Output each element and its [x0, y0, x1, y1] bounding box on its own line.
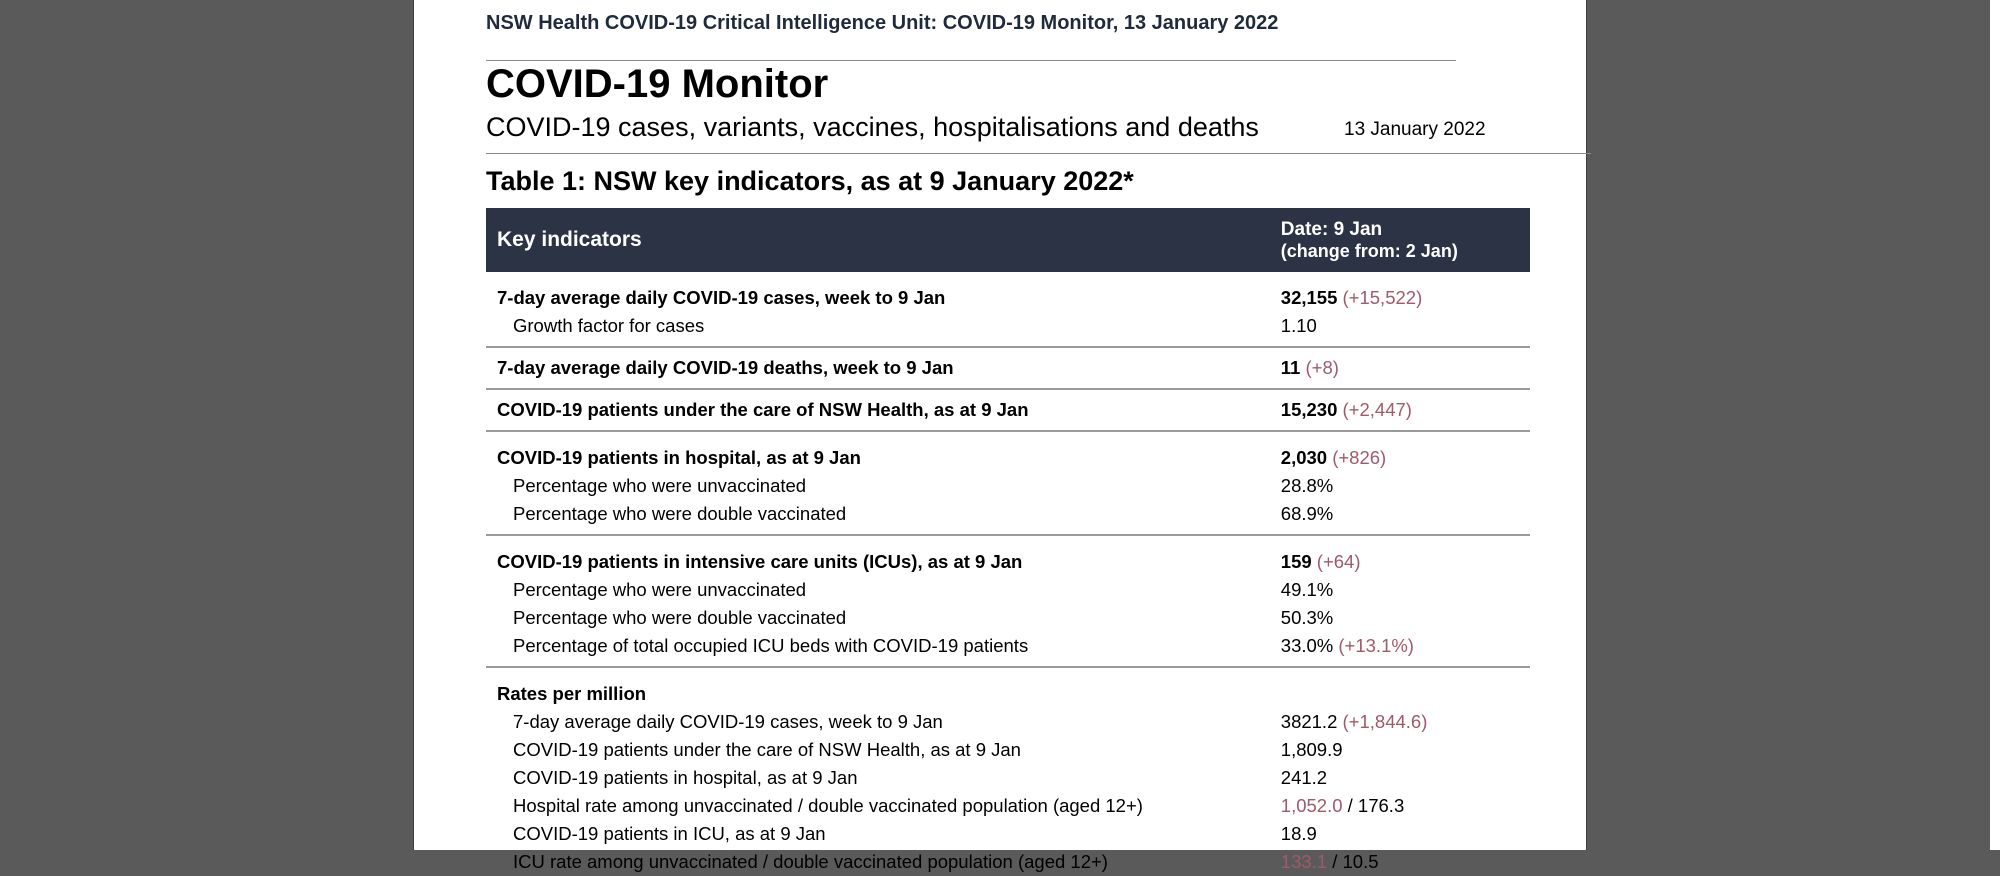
value-change: (+8) — [1305, 357, 1339, 378]
table-row — [486, 500, 1530, 535]
row-label: Percentage who were double vaccinated — [486, 500, 1270, 535]
value-change: (+2,447) — [1342, 399, 1412, 420]
value-double-vaccinated: / 176.3 — [1342, 795, 1405, 816]
row-label: Growth factor for cases — [486, 312, 1270, 347]
table-row — [486, 764, 1530, 792]
table-row — [486, 431, 1530, 472]
value-number: 2,030 — [1280, 447, 1328, 468]
row-label: 7-day average daily COVID-19 cases, week to 9 Jan — [513, 711, 943, 732]
value-number: 33.0% — [1280, 635, 1334, 656]
row-label: COVID-19 patients in hospital, as at 9 Jan — [497, 447, 861, 468]
table-row — [486, 792, 1530, 820]
row-value — [1270, 347, 1530, 389]
row-label: 7-day average daily COVID-19 deaths, week to 9 Jan — [486, 347, 1270, 389]
table-row — [486, 272, 1530, 312]
row-label: COVID-19 patients in ICU, as at 9 Jan — [513, 823, 826, 844]
row-label: COVID-19 patients under the care of NSW Health, as at 9 Jan — [486, 389, 1270, 431]
value-number: 32,155 — [1280, 287, 1338, 308]
row-value — [1270, 272, 1530, 312]
table-row — [486, 848, 1530, 876]
adjacent-page-edge — [1990, 0, 2000, 850]
value-number: 15,230 — [1280, 399, 1338, 420]
table-row — [486, 820, 1530, 848]
row-label: COVID-19 patients under the care of NSW Health, as at 9 Jan — [513, 739, 1021, 760]
value-number: 3821.2 — [1280, 711, 1338, 732]
row-value — [1270, 848, 1530, 876]
row-value: 1.10 — [1270, 312, 1530, 347]
running-header: NSW Health COVID-19 Critical Intelligence Unit: COVID-19 Monitor, 13 January 2022 — [486, 12, 1279, 34]
row-value — [1270, 708, 1530, 736]
value-change: (+826) — [1332, 447, 1387, 468]
header-date-line: Date: 9 Jan — [1280, 218, 1383, 240]
table-row — [486, 708, 1530, 736]
table-row — [486, 736, 1530, 764]
title-divider — [486, 153, 1591, 154]
table-section-heading — [486, 667, 1530, 708]
page-subtitle: COVID-19 cases, variants, vaccines, hospitalisations and deaths — [486, 112, 1259, 142]
row-value: 241.2 — [1280, 767, 1328, 788]
row-value: 50.3% — [1280, 607, 1334, 628]
table-header-row — [486, 208, 1530, 272]
row-value — [1270, 632, 1530, 667]
row-value: 28.8% — [1280, 475, 1334, 496]
value-unvaccinated: 133.1 — [1280, 851, 1328, 872]
row-value: 18.9 — [1280, 823, 1317, 844]
table-row — [486, 347, 1530, 389]
value-change: (+13.1%) — [1338, 635, 1414, 656]
row-value — [1270, 792, 1530, 820]
row-label: Rates per million — [497, 683, 647, 704]
value-unvaccinated: 1,052.0 — [1280, 795, 1343, 816]
row-label: Percentage of total occupied ICU beds with COVID-19 patients — [486, 632, 1270, 667]
row-value — [1270, 389, 1530, 431]
value-number: 11 — [1280, 357, 1301, 378]
header-date — [1270, 208, 1530, 272]
table-row — [486, 632, 1530, 667]
table-row — [486, 576, 1530, 604]
row-label: Percentage who were unvaccinated — [513, 579, 807, 600]
value-double-vaccinated: / 10.5 — [1327, 851, 1379, 872]
row-value: 49.1% — [1280, 579, 1334, 600]
value-change: (+64) — [1316, 551, 1361, 572]
header-key-indicators: Key indicators — [486, 208, 1270, 272]
row-label: COVID-19 patients in intensive care units (ICUs), as at 9 Jan — [497, 551, 1023, 572]
value-change: (+1,844.6) — [1342, 711, 1428, 732]
row-value — [1270, 535, 1530, 576]
table-row — [486, 472, 1530, 500]
table-row — [486, 312, 1530, 347]
row-label: Percentage who were unvaccinated — [513, 475, 807, 496]
row-value — [1270, 667, 1530, 708]
row-value — [1270, 431, 1530, 472]
table-row — [486, 535, 1530, 576]
key-indicators-table — [486, 208, 1530, 876]
publication-date: 13 January 2022 — [1344, 119, 1486, 140]
row-label: 7-day average daily COVID-19 cases, week to 9 Jan — [497, 287, 946, 308]
document-page[interactable] — [413, 0, 1587, 872]
row-value: 68.9% — [1270, 500, 1530, 535]
row-label: Hospital rate among unvaccinated / double vaccinated population (aged 12+) — [513, 795, 1143, 816]
row-label: Percentage who were double vaccinated — [513, 607, 847, 628]
table-row — [486, 604, 1530, 632]
page-title: COVID-19 Monitor — [486, 62, 829, 106]
header-change-line: (change from: 2 Jan) — [1280, 240, 1458, 261]
row-label: COVID-19 patients in hospital, as at 9 Jan — [513, 767, 858, 788]
row-label: ICU rate among unvaccinated / double vaccinated population (aged 12+) — [513, 851, 1108, 872]
value-number: 159 — [1280, 551, 1312, 572]
table-caption: Table 1: NSW key indicators, as at 9 January 2022* — [486, 166, 1134, 196]
table-row — [486, 389, 1530, 431]
row-value: 1,809.9 — [1280, 739, 1343, 760]
header-divider — [486, 60, 1456, 61]
value-change: (+15,522) — [1342, 287, 1423, 308]
